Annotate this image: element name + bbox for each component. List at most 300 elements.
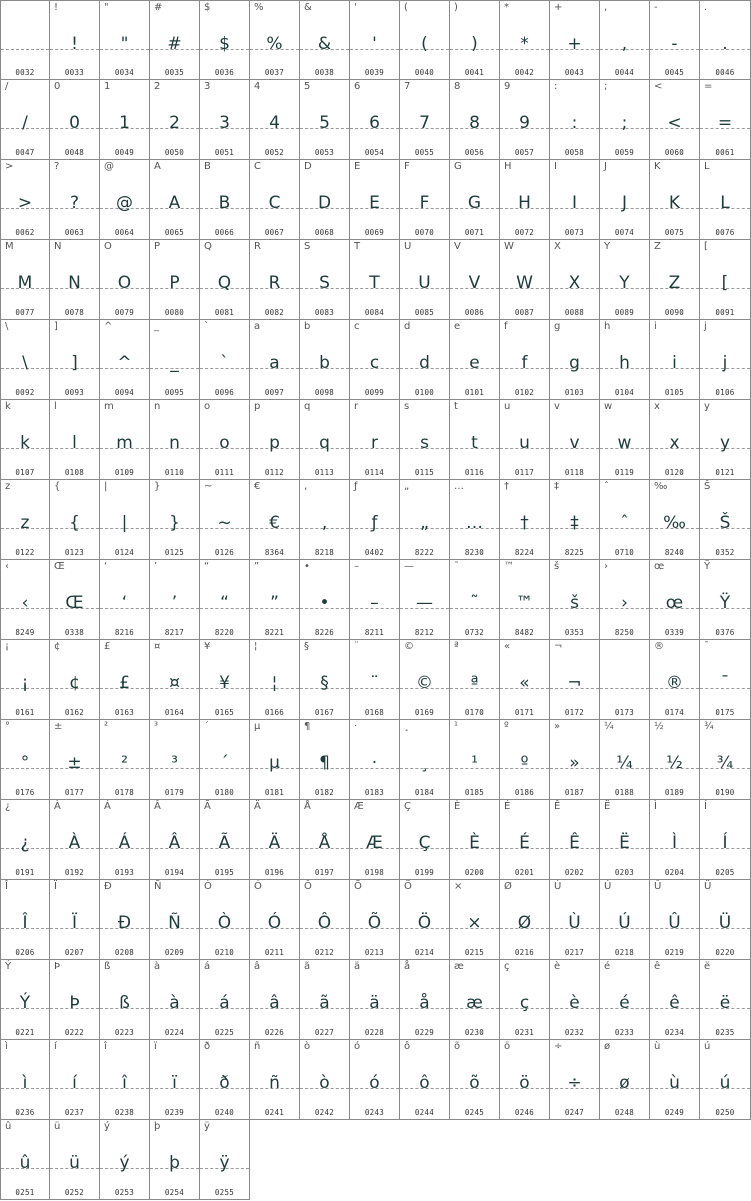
glyph-reference-char: & [304, 2, 312, 13]
glyph-cell [350, 720, 400, 800]
glyph-reference-char: . [704, 2, 708, 13]
glyph-code: 0254 [164, 1188, 185, 1197]
glyph-sample-char: Ö [417, 913, 432, 933]
glyph-reference-char: ] [54, 321, 58, 332]
glyph-reference-char: º [504, 721, 509, 732]
glyph-sample-char: „ [420, 513, 429, 533]
glyph-cell [550, 960, 600, 1040]
glyph-cell [250, 0, 300, 80]
glyph-code: 0229 [414, 1028, 435, 1037]
glyph-sample-char: K [668, 193, 681, 213]
glyph-code: 0041 [464, 68, 485, 77]
glyph-cell [500, 80, 550, 160]
glyph-cell [50, 880, 100, 960]
glyph-sample-char: Ê [569, 833, 580, 853]
glyph-sample-char: è [569, 993, 580, 1013]
glyph-cell [600, 1040, 650, 1120]
glyph-reference-char: + [554, 2, 563, 13]
glyph-sample-char: z [20, 513, 30, 533]
glyph-cell [550, 240, 600, 320]
glyph-cell [350, 880, 400, 960]
glyph-sample-char: æ [466, 993, 483, 1013]
glyph-sample-char: H [518, 193, 531, 213]
glyph-cell [550, 560, 600, 640]
glyph-sample-char: ä [369, 993, 380, 1013]
glyph-sample-char: Y [619, 273, 630, 293]
glyph-code: 0118 [564, 468, 585, 477]
glyph-reference-char: ç [504, 961, 510, 972]
glyph-code: 0076 [715, 228, 735, 237]
glyph-cell [250, 720, 300, 800]
glyph-sample-char: : [571, 113, 578, 133]
glyph-sample-char: ß [119, 993, 130, 1013]
glyph-code: 0095 [164, 388, 185, 397]
glyph-sample-char: 5 [319, 113, 330, 133]
glyph-code: 0058 [564, 148, 585, 157]
glyph-sample-char: ` [220, 353, 229, 373]
glyph-cell [100, 960, 150, 1040]
glyph-cell [100, 240, 150, 320]
glyph-cell [150, 560, 200, 640]
glyph-sample-char: ¨ [370, 673, 379, 693]
glyph-cell [400, 80, 450, 160]
glyph-reference-char: % [254, 2, 264, 13]
glyph-code: 0243 [364, 1108, 385, 1117]
glyph-cell [500, 880, 550, 960]
glyph-sample-char: ~ [217, 513, 232, 533]
glyph-sample-char: ‚ [321, 513, 328, 533]
glyph-reference-char: 1 [104, 81, 111, 92]
glyph-sample-char: µ [269, 753, 280, 773]
glyph-reference-char: C [254, 161, 261, 172]
glyph-code: 0173 [614, 708, 635, 717]
glyph-code: 0072 [514, 228, 535, 237]
glyph-cell [0, 160, 50, 240]
glyph-sample-char: n [169, 433, 180, 453]
glyph-reference-char: ^ [104, 321, 113, 332]
glyph-code: 0402 [364, 548, 385, 557]
glyph-reference-char: Â [154, 801, 161, 812]
glyph-reference-char: Œ [54, 561, 65, 572]
glyph-code: 0074 [614, 228, 635, 237]
glyph-reference-char: Ù [554, 881, 562, 892]
glyph-reference-char: ì [5, 1041, 8, 1052]
glyph-code: 0099 [364, 388, 385, 397]
glyph-reference-char: \ [5, 321, 9, 332]
glyph-code: 0125 [164, 548, 185, 557]
glyph-cell [450, 880, 500, 960]
glyph-cell [200, 400, 250, 480]
glyph-code: 0732 [464, 628, 485, 637]
glyph-sample-char: b [319, 353, 330, 373]
glyph-reference-char: ¦ [254, 641, 258, 652]
glyph-reference-char: } [154, 481, 161, 492]
glyph-code: 0183 [364, 788, 385, 797]
glyph-code: 0091 [715, 308, 735, 317]
glyph-reference-char: ÷ [554, 1041, 563, 1052]
glyph-cell [450, 1040, 500, 1120]
glyph-code: 8218 [314, 548, 335, 557]
glyph-sample-char: ² [121, 753, 128, 773]
glyph-reference-char: S [304, 241, 311, 252]
glyph-code: 0092 [15, 388, 35, 397]
glyph-cell [450, 0, 500, 80]
glyph-code: 0065 [164, 228, 185, 237]
glyph-reference-char: e [454, 321, 461, 332]
glyph-reference-char: é [604, 961, 611, 972]
glyph-reference-char: Æ [354, 801, 364, 812]
glyph-cell [100, 640, 150, 720]
glyph-sample-char: _ [170, 353, 179, 373]
glyph-cell [0, 720, 50, 800]
glyph-code: 0190 [715, 788, 735, 797]
glyph-code: 0218 [614, 948, 635, 957]
glyph-cell [450, 640, 500, 720]
glyph-cell [650, 80, 700, 160]
glyph-reference-char: ã [304, 961, 311, 972]
glyph-cell [550, 160, 600, 240]
glyph-reference-char: › [604, 561, 608, 572]
glyph-reference-char: 5 [304, 81, 311, 92]
glyph-code: 0062 [15, 228, 35, 237]
glyph-reference-char: Í [704, 801, 707, 812]
glyph-code: 0051 [214, 148, 235, 157]
glyph-sample-char: C [268, 193, 281, 213]
glyph-reference-char: ‡ [554, 481, 559, 492]
glyph-reference-char: 7 [404, 81, 411, 92]
glyph-sample-char: Ñ [168, 913, 181, 933]
glyph-cell [150, 240, 200, 320]
glyph-sample-char: ® [666, 673, 683, 693]
glyph-code: 0050 [164, 148, 185, 157]
glyph-code: 8250 [614, 628, 635, 637]
glyph-sample-char: Œ [65, 593, 84, 613]
glyph-code: 0235 [715, 1028, 735, 1037]
glyph-cell [0, 320, 50, 400]
glyph-cell [500, 400, 550, 480]
glyph-code: 0082 [264, 308, 285, 317]
glyph-reference-char: s [404, 401, 410, 412]
glyph-sample-char: © [416, 673, 433, 693]
glyph-sample-char: • [319, 593, 330, 613]
glyph-sample-char: ¼ [616, 753, 633, 773]
glyph-reference-char: M [5, 241, 14, 252]
glyph-sample-char: É [519, 833, 530, 853]
glyph-reference-char: ˆ [604, 481, 609, 492]
glyph-cell [500, 960, 550, 1040]
glyph-code: 8364 [264, 548, 285, 557]
glyph-sample-char: ö [519, 1073, 530, 1093]
glyph-cell [650, 240, 700, 320]
glyph-cell [450, 560, 500, 640]
glyph-cell [0, 80, 50, 160]
glyph-cell [450, 720, 500, 800]
glyph-code: 0196 [264, 868, 285, 877]
glyph-cell [600, 240, 650, 320]
glyph-sample-char: à [169, 993, 180, 1013]
glyph-reference-char: l [54, 401, 57, 412]
glyph-cell [0, 560, 50, 640]
glyph-code: 0252 [64, 1188, 85, 1197]
glyph-cell [100, 800, 150, 880]
glyph-reference-char: ý [104, 1121, 110, 1132]
glyph-reference-char: ™ [504, 561, 514, 572]
glyph-sample-char: ^ [117, 353, 132, 373]
glyph-sample-char: ™ [516, 593, 533, 613]
glyph-code: 0059 [614, 148, 635, 157]
glyph-sample-char: s [420, 433, 429, 453]
glyph-reference-char: ‚ [304, 481, 308, 492]
glyph-code: 0207 [64, 948, 85, 957]
glyph-cell [450, 480, 500, 560]
glyph-reference-char: Ñ [154, 881, 162, 892]
glyph-reference-char: a [254, 321, 261, 332]
glyph-code: 0111 [214, 468, 235, 477]
glyph-reference-char: > [5, 161, 14, 172]
glyph-cell [50, 560, 100, 640]
glyph-reference-char: $ [204, 2, 211, 13]
glyph-cell [550, 0, 600, 80]
glyph-sample-char: ë [719, 993, 731, 1013]
glyph-code: 0238 [114, 1108, 135, 1117]
glyph-cell [50, 1040, 100, 1120]
glyph-code: 0376 [715, 628, 735, 637]
glyph-reference-char: ½ [654, 721, 664, 732]
glyph-sample-char: [ [721, 273, 729, 293]
glyph-code: 0247 [564, 1108, 585, 1117]
glyph-cell [300, 880, 350, 960]
glyph-sample-char: 1 [119, 113, 130, 133]
glyph-code: 0185 [464, 788, 485, 797]
glyph-code: 0078 [64, 308, 85, 317]
glyph-code: 0034 [114, 68, 135, 77]
glyph-reference-char: Ø [504, 881, 512, 892]
glyph-reference-char: õ [454, 1041, 461, 1052]
glyph-cell [150, 400, 200, 480]
glyph-code: 0233 [614, 1028, 635, 1037]
glyph-reference-char: ú [704, 1041, 711, 1052]
glyph-sample-char: ê [669, 993, 680, 1013]
glyph-code: 0100 [414, 388, 435, 397]
glyph-reference-char: Ï [54, 881, 57, 892]
glyph-reference-char: j [704, 321, 707, 332]
glyph-reference-char: 6 [354, 81, 361, 92]
glyph-sample-char: & [317, 34, 332, 54]
glyph-sample-char: ¤ [169, 673, 180, 693]
glyph-cell [700, 560, 751, 640]
glyph-code: 8230 [464, 548, 485, 557]
glyph-code: 0174 [664, 708, 685, 717]
glyph-reference-char: ð [204, 1041, 211, 1052]
glyph-sample-char: a [269, 353, 280, 373]
glyph-reference-char: × [454, 881, 463, 892]
glyph-reference-char: ¤ [154, 641, 161, 652]
glyph-sample-char: — [416, 593, 433, 613]
glyph-code: 0114 [364, 468, 385, 477]
glyph-sample-char: “ [220, 593, 229, 613]
glyph-sample-char: í [72, 1073, 77, 1093]
glyph-cell [150, 320, 200, 400]
glyph-sample-char: ° [20, 753, 30, 773]
glyph-cell [300, 240, 350, 320]
glyph-code: 0184 [414, 788, 435, 797]
glyph-cell [500, 240, 550, 320]
glyph-reference-char: ‹ [5, 561, 9, 572]
glyph-reference-char: µ [254, 721, 261, 732]
glyph-code: 8224 [514, 548, 535, 557]
glyph-code: 0226 [264, 1028, 285, 1037]
glyph-code: 0245 [464, 1108, 485, 1117]
glyph-cell [650, 480, 700, 560]
glyph-sample-char: ; [621, 113, 628, 133]
glyph-sample-char: 0 [69, 113, 80, 133]
glyph-sample-char: I [571, 193, 577, 213]
glyph-code: 8249 [15, 628, 35, 637]
glyph-reference-char: ¹ [454, 721, 459, 732]
glyph-reference-char: y [704, 401, 710, 412]
glyph-code: 0220 [715, 948, 735, 957]
glyph-code: 0339 [664, 628, 685, 637]
baseline-guide [1, 49, 49, 50]
glyph-code: 0033 [64, 68, 85, 77]
glyph-sample-char: ñ [269, 1073, 280, 1093]
glyph-code: 0211 [264, 948, 285, 957]
glyph-reference-char: Ç [404, 801, 411, 812]
glyph-code: 0178 [114, 788, 135, 797]
glyph-code: 0039 [364, 68, 385, 77]
glyph-cell [650, 0, 700, 80]
glyph-code: 0035 [164, 68, 185, 77]
glyph-reference-char: Š [704, 481, 711, 492]
glyph-cell [150, 1040, 200, 1120]
glyph-cell [500, 0, 550, 80]
glyph-cell [200, 960, 250, 1040]
glyph-sample-char: Š [719, 513, 731, 533]
glyph-reference-char: w [604, 401, 613, 412]
glyph-cell [300, 640, 350, 720]
glyph-reference-char: Å [304, 801, 311, 812]
glyph-reference-char: d [404, 321, 411, 332]
glyph-sample-char: § [320, 673, 329, 693]
glyph-code: 0166 [264, 708, 285, 717]
glyph-code: 0122 [15, 548, 35, 557]
glyph-code: 0120 [664, 468, 685, 477]
baseline-guide [600, 688, 649, 689]
glyph-code: 0237 [64, 1108, 85, 1117]
glyph-reference-char: T [354, 241, 361, 252]
glyph-cell [400, 960, 450, 1040]
glyph-cell [250, 400, 300, 480]
glyph-reference-char: • [304, 561, 310, 572]
glyph-reference-char: | [104, 481, 108, 492]
glyph-code: 0234 [664, 1028, 685, 1037]
glyph-sample-char: * [520, 34, 529, 54]
glyph-reference-char: " [104, 2, 109, 13]
glyph-code: 0117 [514, 468, 535, 477]
glyph-code: 0121 [715, 468, 735, 477]
glyph-sample-char: ¦ [271, 673, 278, 693]
glyph-reference-char: Ó [254, 881, 262, 892]
glyph-cell [250, 480, 300, 560]
glyph-cell [150, 800, 200, 880]
glyph-sample-char: Á [118, 833, 131, 853]
glyph-reference-char: ¬ [554, 641, 563, 652]
glyph-cell [600, 880, 650, 960]
glyph-reference-char: p [254, 401, 261, 412]
glyph-code: 0198 [364, 868, 385, 877]
glyph-sample-char: > [17, 193, 33, 213]
glyph-reference-char: « [504, 641, 511, 652]
glyph-sample-char: ! [71, 34, 78, 54]
glyph-reference-char: * [504, 2, 509, 13]
glyph-sample-char: ó [369, 1073, 380, 1093]
glyph-cell [700, 720, 751, 800]
glyph-cell [250, 640, 300, 720]
glyph-code: 0064 [114, 228, 135, 237]
glyph-reference-char: ; [604, 81, 608, 92]
glyph-code: 8212 [414, 628, 435, 637]
glyph-cell [350, 1040, 400, 1120]
glyph-code: 0038 [314, 68, 335, 77]
glyph-reference-char: ¥ [204, 641, 211, 652]
glyph-code: 0181 [264, 788, 285, 797]
glyph-cell [200, 480, 250, 560]
glyph-code: 0176 [15, 788, 35, 797]
glyph-code: 0201 [514, 868, 535, 877]
glyph-sample-char: { [69, 513, 80, 533]
glyph-reference-char: ä [354, 961, 361, 972]
glyph-code: 0210 [214, 948, 235, 957]
glyph-cell [100, 400, 150, 480]
glyph-reference-char: ‰ [654, 481, 668, 492]
glyph-sample-char: ' [372, 34, 377, 54]
glyph-sample-char: U [418, 273, 431, 293]
glyph-cell [50, 400, 100, 480]
glyph-sample-char: ÷ [567, 1073, 582, 1093]
glyph-code: 0239 [164, 1108, 185, 1117]
glyph-sample-char: ¥ [219, 673, 230, 693]
glyph-cell [200, 800, 250, 880]
glyph-reference-char: ¨ [354, 641, 359, 652]
glyph-cell [250, 800, 300, 880]
glyph-cell [200, 320, 250, 400]
glyph-sample-char: ’ [171, 593, 178, 613]
glyph-reference-char: _ [154, 321, 159, 332]
glyph-sample-char: ( [421, 34, 428, 54]
glyph-code: 0171 [514, 708, 535, 717]
glyph-cell [50, 0, 100, 80]
glyph-cell [100, 1120, 150, 1200]
glyph-reference-char: š [554, 561, 560, 572]
glyph-reference-char: n [154, 401, 161, 412]
glyph-sample-char: û [19, 1153, 31, 1173]
glyph-reference-char: Ü [704, 881, 712, 892]
glyph-reference-char: A [154, 161, 161, 172]
glyph-cell [500, 720, 550, 800]
glyph-sample-char: ¸ [420, 753, 429, 773]
glyph-sample-char: ˆ [620, 513, 629, 533]
glyph-cell [450, 160, 500, 240]
glyph-sample-char: » [569, 753, 580, 773]
glyph-sample-char: š [570, 593, 579, 613]
glyph-code: 0215 [464, 948, 485, 957]
glyph-code: 0248 [614, 1108, 635, 1117]
glyph-reference-char: Á [104, 801, 111, 812]
glyph-cell [500, 1040, 550, 1120]
glyph-sample-char: 7 [419, 113, 430, 133]
glyph-cell [550, 640, 600, 720]
glyph-cell [50, 640, 100, 720]
